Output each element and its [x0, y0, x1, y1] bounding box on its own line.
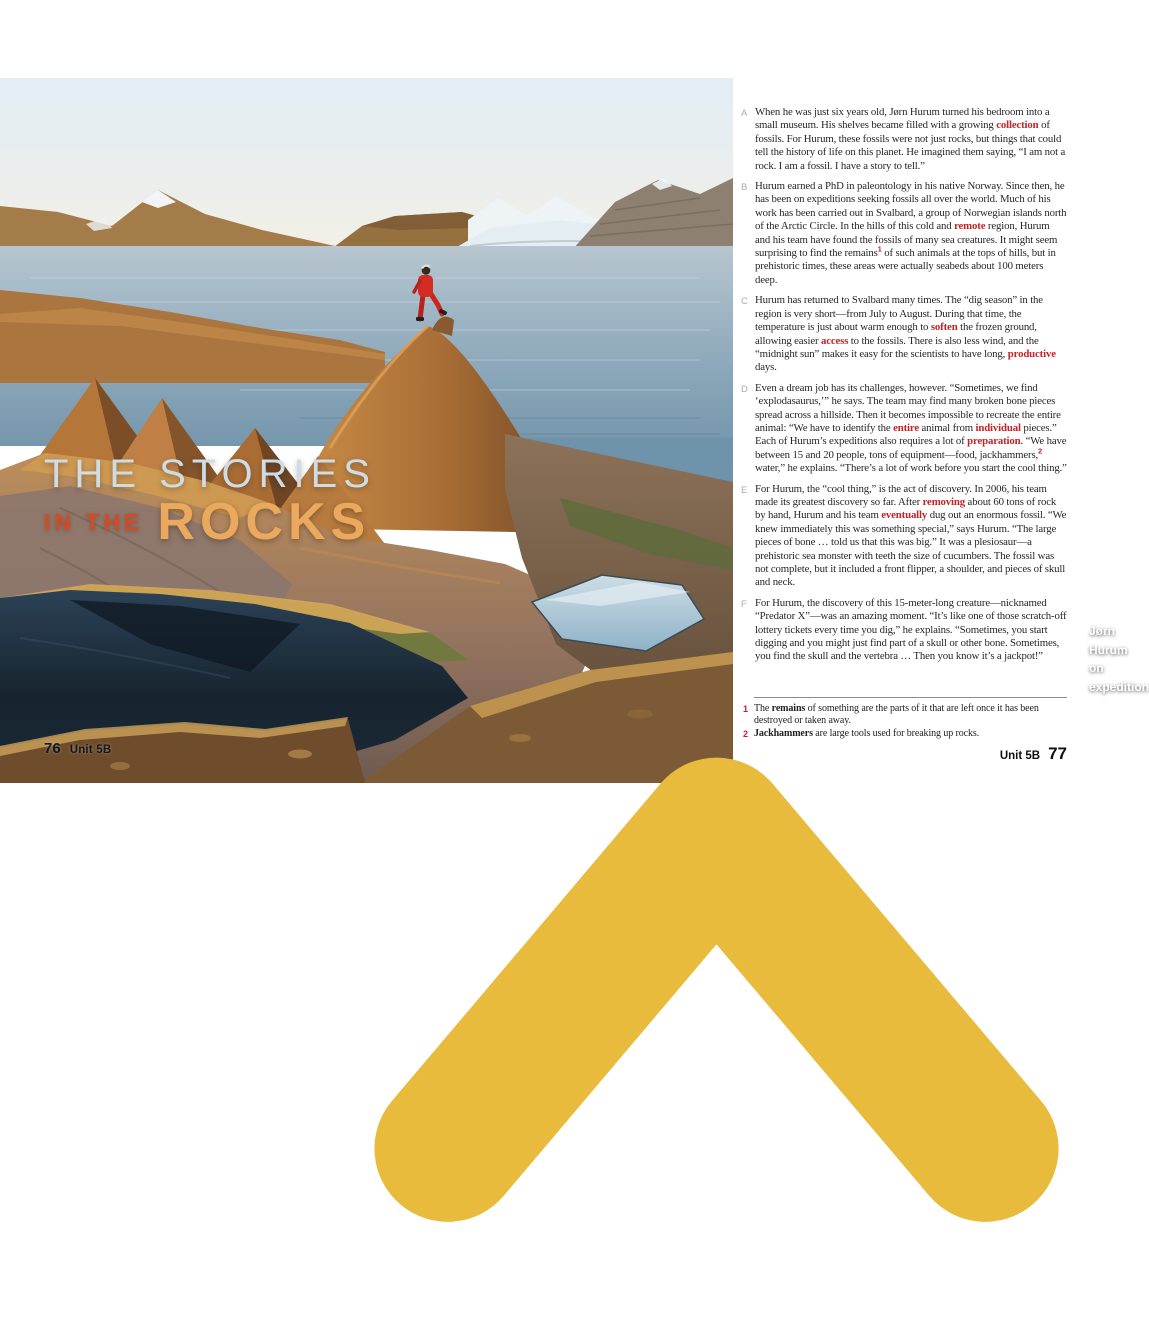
footnote-2 [743, 728, 1067, 740]
paragraph-c [741, 294, 1067, 374]
paragraph-a [741, 106, 1067, 173]
paragraph-text: For Hurum, the discovery of this 15-meter-long creature—nicknamed “Predator X”—was an amazing moment. “It’s like one of those scratch-off lottery tickets every time you dig,” he explains. “Sometimes, you start digging and you might just find part of a skull or other bone. Sometimes, you find the skull and the vertebra … Then you know it’s a jackpot!” [755, 596, 1067, 663]
paragraph-e [741, 483, 1067, 590]
paragraph-d [741, 382, 1067, 476]
footnote-divider [754, 697, 1067, 698]
left-page-number: 76 [44, 740, 61, 757]
footnote-1 [743, 703, 1067, 727]
paragraph-label: F [741, 598, 747, 610]
paragraph-text: For Hurum, the “cool thing,” is the act of discovery. In 2006, his team made its greatest discovery so far. After removing about 60 tons of rock by hand, Hurum and his team eventually dug out an enormous fossil. “We knew immediately this was something special,” says Hurum. “The large pieces of bone … told us that this was big.” It was a plesiosaur—a prehistoric sea monster with teeth the size of cucumbers. The fossil was not complete, but it included a front flipper, a shoulder, and pieces of skull and neck. [755, 482, 1067, 589]
reading-passage [741, 106, 1067, 671]
paragraph-b [741, 180, 1067, 287]
left-unit-label: Unit 5B [69, 744, 112, 756]
paragraph-label: A [741, 108, 748, 119]
title-line-2: IN THE [44, 508, 144, 535]
right-page-footer [741, 744, 1067, 764]
footnote-number: 2 [743, 728, 749, 739]
footnotes-section [741, 697, 1067, 740]
title-line-1: THE STORIES [44, 452, 376, 496]
caption-line-2: on expedition [1089, 661, 1149, 694]
title-line-3: ROCKS [157, 493, 371, 551]
caption-line-1: Jørn Hurum [1089, 624, 1128, 657]
right-unit-label: Unit 5B [999, 750, 1041, 762]
paragraph-text: Even a dream job has its challenges, however. “Sometimes, we find ‘explodasaurus,’” he says. The team may find many broken bone pieces spread across a hillside. Then it becomes impossible to recreate the entire animal: “We have to identify the entire animal from individual pieces.” Each of Hurum’s expeditions also requires a lot of preparation. “We have between 15 and 20 people, tons of equipment—food, jackhammers,$^2$ water,” he explains. “There’s a lot of work before you start the cool thing.” [755, 381, 1067, 475]
paragraph-f [741, 597, 1067, 664]
footnote-text: Jackhammers are large tools used for breaking up rocks. [754, 727, 980, 739]
paragraph-label: E [741, 484, 748, 496]
paragraph-text: Hurum has returned to Svalbard many times. The “dig season” in the region is very short—from July to August. During that time, the temperature is just about warm enough to soften the frozen ground, allowing easier access to the fossils. There is also less wind, and the “midnight sun” makes it easy for the scientists to have long, productive days. [755, 294, 1056, 374]
paragraph-label: B [741, 182, 748, 194]
paragraph-label: C [741, 296, 748, 308]
footnote-text: The remains of something are the parts of it that are left once it has been destroyed or taken away. [754, 703, 1039, 726]
paragraph-text: Hurum earned a PhD in paleontology in his native Norway. Since then, he has been on expeditions seeking fossils all over the world. Much of his work has been carried out in Svalbard, a group of Norwegian islands north of the Arctic Circle. In the hills of this cold and remote region, Hurum and his team have found the fossils of many sea creatures. It might seem surprising to find the remains$^1$ of such animals at the tops of hills, but in prehistoric times, these areas were actually seabeds about 100 meters deep. [755, 180, 1067, 286]
footnote-number: 1 [743, 704, 749, 714]
right-page-number: 77 [1048, 744, 1067, 763]
paragraph-label: D [741, 383, 748, 395]
article-title [44, 452, 376, 551]
paragraph-text: When he was just six years old, Jørn Hurum turned his bedroom into a small museum. His shelves became filled with a growing collection of fossils. For Hurum, these fossils were not just rocks, but things that could tell the history of life on this planet. He imagined them saying, “I am not a rock. I am a fossil. I have a story to tell.” [755, 106, 1066, 172]
left-page-footer [44, 740, 111, 757]
